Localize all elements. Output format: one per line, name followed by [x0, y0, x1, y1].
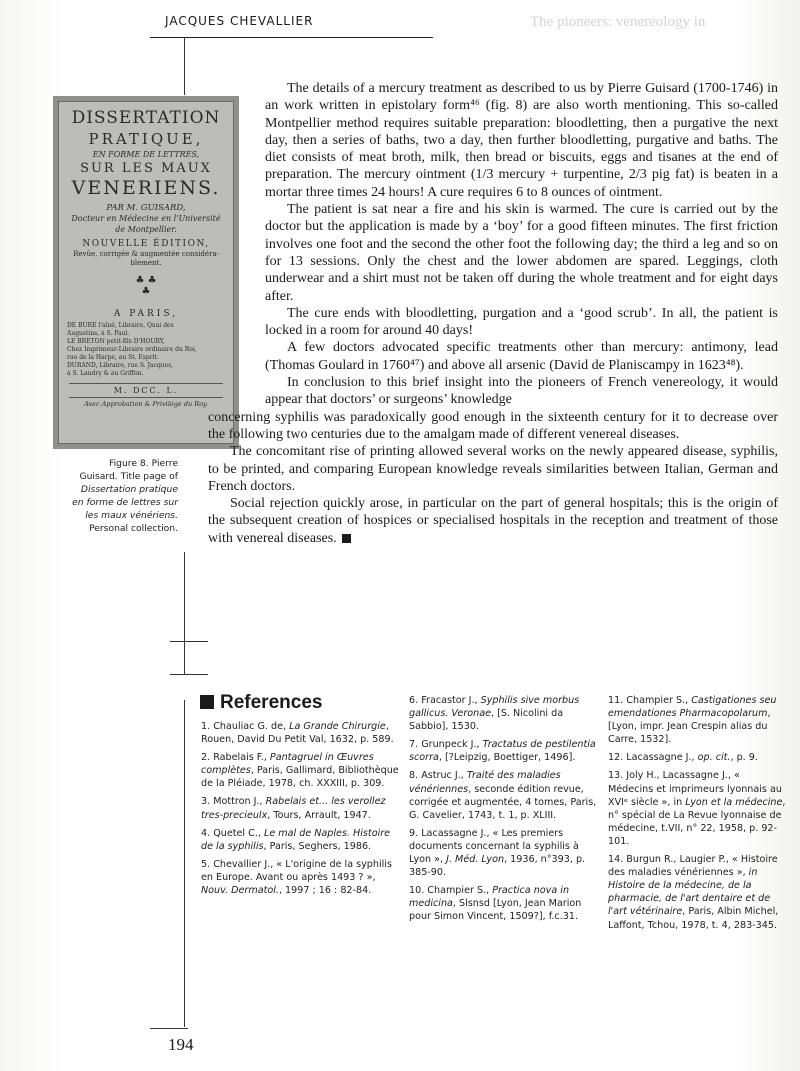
fig-printer-line: à S. Landry & au Griffon. — [67, 370, 144, 377]
reference-item: 13. Joly H., Lacassagne J., « Médecins et imprimeurs lyonnais au XVIᵉ siècle », in Lyon et la médecine, n° spécial de La Revue lyonnaise de médecine, t.VII, n° 22, 1958, p. 92-101. — [608, 770, 786, 847]
reference-item: 2. Rabelais F., Pantagruel in Œuvres complètes, Paris, Gallimard, Bibliothèque de la Pléiade, 1978, ch. XXXIII, p. 309. — [201, 752, 399, 790]
references-heading: References — [200, 692, 322, 714]
fig-line-revue-2: blement. — [130, 259, 162, 267]
fig-printers-block — [67, 322, 227, 378]
end-mark-icon — [342, 534, 351, 543]
fig-printer-line: DE BURE l'aîné, Libraire, Quai des — [67, 322, 174, 329]
fig-printer-line: Augustins, à S. Paul. — [67, 330, 130, 337]
reference-item: 5. Chevallier J., « L'origine de la syphilis en Europe. Avant ou après 1493 ? », Nouv. Dermatol., 1997 ; 16 : 82-84. — [201, 858, 392, 897]
reference-item: 12. Lacassagne J., op. cit., p. 9. — [608, 752, 758, 764]
fig-line-revue-1: Revûe, corrigée & augmentée considéra- — [73, 250, 219, 258]
reference-item: 4. Quetel C., Le mal de Naples. Histoire de la syphilis, Paris, Seghers, 1986. — [201, 827, 391, 852]
fig-printer-line: rue de la Harpe, au St. Esprit. — [67, 354, 159, 361]
reference-item: 9. Lacassagne J., « Les premiers documents concernant la syphilis à Lyon », J. Méd. Lyon, 1936, n°393, p. 385-90. — [409, 827, 586, 879]
paragraph: In conclusion to this brief insight into the pioneers of French venereology, it would appear that doctors’ or surgeons’ knowledge — [265, 375, 778, 408]
fig-line-forme: EN FORME DE LETTRES, — [92, 150, 200, 159]
paragraph: The concomitant rise of printing allowed several works on the newly appeared disease, syphilis, to be printed, and comparing European knowledge reveals similarities between Italian, German and French doctors. — [208, 444, 778, 494]
reference-item: 8. Astruc J., Traité des maladies vénériennes, seconde édition revue, corrigée et augmentée, 4 tomes, Paris, G. Cavelier, 1743, t. 1, p. XLIII. — [409, 770, 597, 821]
reference-item: 6. Fracastor J., Syphilis sive morbus gallicus. Veronae, [S. Nicolini da Sabbio], 1530. — [409, 695, 580, 733]
paragraph: The details of a mercury treatment as described to us by Pierre Guisard (1700-1746) in an work written in epistolary form⁴⁶ (fig. 8) are also worth mentioning. This so-called Montpellier method requires suitable preparation: bloodletting, then a purgative the next day, then a series of baths, two a day, then further bloodletting, purgative and baths. The diet consists of meat broth, milk, then bread or biscuits, eggs and tisanes at the end of preparation. The mercury ointment (1/3 mercury + turpentine, 2/3 pig fat) is beaten in a mortar three times 24 hours! A cure requires 6 to 8 ounces of ointment. — [265, 81, 778, 200]
reference-item: 14. Burgun R., Laugier P., « Histoire des maladies vénériennes », in Histoire de la médecine, de la pharmacie, de l'art dentaire et de l'art vétérinaire, Paris, Albin Michel, Laffont, Tchou, 1978, t. 4, 283-345. — [608, 854, 779, 931]
caption-line: en forme de lettres sur — [72, 497, 178, 508]
page-number: 194 — [168, 1035, 194, 1054]
heading-square-icon — [200, 695, 214, 709]
caption-line: Dissertation pratique — [80, 484, 178, 495]
fig-line-author: PAR M. GUISARD, — [106, 203, 186, 213]
margin-tick-upper — [170, 641, 208, 642]
references-column-2 — [409, 694, 599, 929]
references-column-1 — [201, 720, 399, 902]
running-head: JACQUES CHEVALLIER — [165, 14, 314, 28]
fig-printer-line: DURAND, Libraire, rue S. Jacques, — [67, 362, 174, 369]
fig-line-privilege: Avec Approbation & Privilége du Roy. — [84, 400, 208, 408]
fleuron-ornament-icon-2: ♣ — [141, 286, 151, 297]
fig-line-paris: A PARIS, — [113, 309, 179, 319]
margin-tick-bottom — [150, 1028, 188, 1029]
fig-line-edition: NOUVELLE ÉDITION, — [82, 239, 210, 249]
fig-line-dissertation: DISSERTATION — [71, 108, 221, 128]
figure-caption — [58, 457, 178, 535]
header-rule — [150, 37, 433, 38]
reference-item: 3. Mottron J., Rabelais et... les verollez tres-precieulx, Tours, Arrault, 1947. — [201, 796, 386, 821]
fig-line-sur-les-maux: SUR LES MAUX — [80, 161, 212, 176]
references-column-3 — [608, 694, 788, 937]
paragraph: The patient is sat near a fire and his skin is warmed. The cure is carried out by the doctor but the application is made by a ‘boy’ for a good fifteen minutes. The first friction involves one foot and the second the other foot the following day; the third a leg and so on for 13 sessions. Only the chest and the lower abdomen are spared. Leggings, cloth underwear and a shirt must not be taken off during the whole treatment and for eight days after. — [265, 202, 778, 304]
margin-rule-top — [184, 37, 185, 95]
reference-item: 1. Chauliac G. de, La Grande Chirurgie, Rouen, David Du Petit Val, 1632, p. 589. — [201, 721, 394, 746]
fig-line-veneriens: VENERIENS. — [71, 177, 221, 199]
fig-line-date: M. DCC. L. — [113, 386, 179, 395]
paragraph: concerning syphilis was paradoxically good enough in the sixteenth century for it to decrease over the following two centuries due to the amalgam made of different venereal diseases. — [208, 409, 778, 442]
reference-item: 10. Champier S., Practica nova in medicina, Slsnsd [Lyon, Jean Marion pour Simon Vincent, 1509?], f.c.31. — [409, 885, 582, 923]
paragraph: The cure ends with bloodletting, purgation and a ‘good scrub’. In all, the patient is locked in a room for around 40 days! — [265, 305, 778, 339]
wrapped-text-block — [265, 80, 778, 409]
caption-line: les maux vénériens. — [85, 510, 178, 521]
caption-line: Personal collection. — [89, 523, 178, 534]
margin-rule-bottom — [184, 700, 185, 1027]
margin-tick-lower — [170, 674, 208, 675]
fig-rule — [69, 397, 223, 398]
paragraph: Social rejection quickly arose, in particular on the part of general hospitals; this is the origin of the subsequent creation of hospices or specialised hospitals in the reception and treatment of those with venereal diseases. — [208, 496, 778, 546]
fig-line-doctor-1: Docteur en Médecine en l'Université — [71, 214, 221, 223]
paragraph: A few doctors advocated specific treatments other than mercury: antimony, lead (Thomas Goulard in 1760⁴⁷) and above all arsenic (David de Planiscampy in 1623⁴⁸). — [265, 340, 778, 373]
article-body — [208, 80, 778, 547]
caption-line: Figure 8. Pierre — [108, 458, 178, 469]
fleuron-ornament-icon: ♣ ♣ — [135, 275, 157, 286]
margin-rule-middle — [184, 552, 185, 674]
reference-item: 11. Champier S., Castigationes seu emendationes Pharmacopolarum, [Lyon, impr. Jean Crespin alias du Carre, 1532]. — [608, 695, 777, 746]
fig-line-doctor-2: de Montpellier. — [115, 225, 177, 234]
reference-item: 7. Grunpeck J., Tractatus de pestilentia scorra, [?Leipzig, Boettiger, 1496]. — [409, 739, 596, 764]
caption-line: Guisard. Title page of — [79, 471, 178, 482]
show-through-text: The pioneers: venereology in — [530, 14, 706, 30]
fig-printer-line: LE BRETON petit-fils D'HOURY, — [67, 338, 165, 345]
fig-rule — [69, 383, 223, 384]
fig-printer-line: Chez Imprimeur-Libraire ordinaire du Roi, — [67, 346, 197, 353]
fig-line-pratique: PRATIQUE, — [88, 130, 204, 148]
